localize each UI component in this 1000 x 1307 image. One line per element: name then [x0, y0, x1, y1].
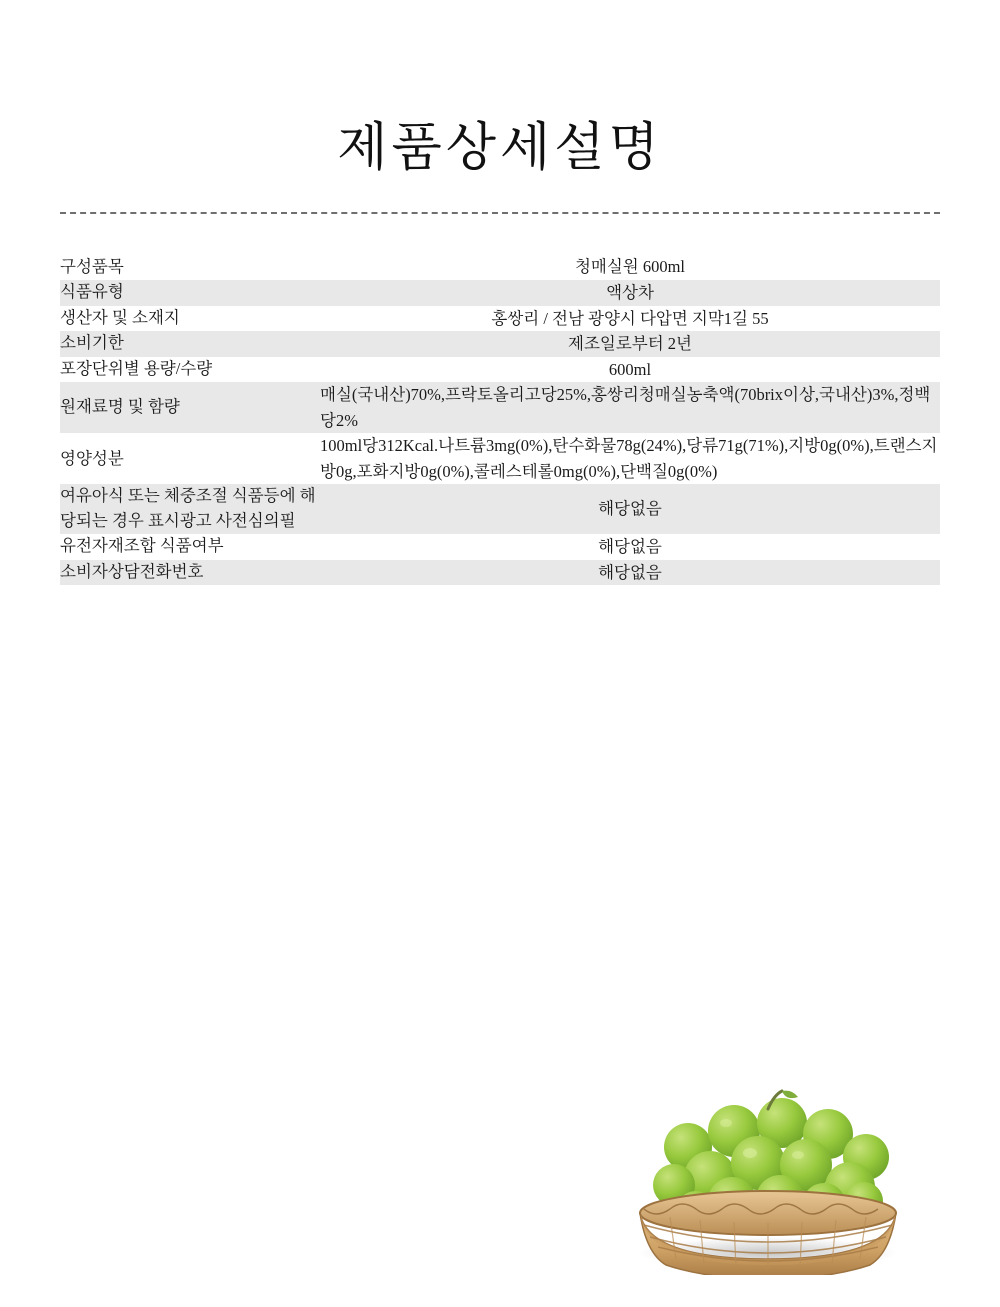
spec-value: 100ml당312Kcal.나트륨3mg(0%),탄수화물78g(24%),당류71g(71%),지방0g(0%),트랜스지방0g,포화지방0g(0%),콜레스테롤0mg(0%),단백질0g(0%) — [320, 436, 938, 481]
spec-label: 영양성분 — [60, 448, 124, 468]
spec-label: 생산자 및 소재지 — [60, 307, 180, 327]
spec-value: 해당없음 — [598, 536, 662, 556]
table-row — [60, 280, 940, 306]
spec-label: 여유아식 또는 체중조절 식품등에 해당되는 경우 표시광고 사전심의필 — [60, 484, 320, 534]
table-row — [60, 484, 940, 534]
page-title: 제품상세설명 — [337, 120, 663, 177]
spec-value: 청매실원 600ml — [574, 257, 686, 277]
spec-label: 유전자재조합 식품여부 — [60, 536, 224, 556]
table-row — [60, 306, 940, 332]
table-row — [60, 331, 940, 357]
spec-value: 해당없음 — [320, 560, 940, 586]
spec-label: 포장단위별 용량/수량 — [60, 359, 213, 379]
spec-value: 홍쌍리 / 전남 광양시 다압면 지막1길 55 — [491, 308, 769, 328]
spec-value: 매실(국내산)70%,프락토올리고당25%,홍쌍리청매실농축액(70brix이상,국내산)3%,정백당2% — [320, 382, 940, 433]
spec-value: 600ml — [608, 359, 652, 379]
product-image — [600, 1035, 930, 1275]
green-plums-in-basket-illustration — [600, 1035, 930, 1275]
table-row — [60, 254, 940, 280]
spec-label: 소비기한 — [60, 331, 320, 357]
table-row — [60, 357, 940, 383]
spec-value: 액상차 — [320, 280, 940, 306]
spec-value: 제조일로부터 2년 — [320, 331, 940, 357]
spec-label: 구성품목 — [60, 256, 124, 276]
table-row — [60, 560, 940, 586]
table-row — [60, 382, 940, 433]
spec-value: 해당없음 — [320, 484, 940, 534]
spec-label: 식품유형 — [60, 280, 320, 306]
table-row — [60, 433, 940, 484]
spec-label: 소비자상담전화번호 — [60, 560, 320, 586]
product-spec-table — [60, 254, 940, 585]
spec-label: 원재료명 및 함량 — [60, 382, 320, 433]
title-divider — [60, 212, 940, 214]
table-row — [60, 534, 940, 560]
